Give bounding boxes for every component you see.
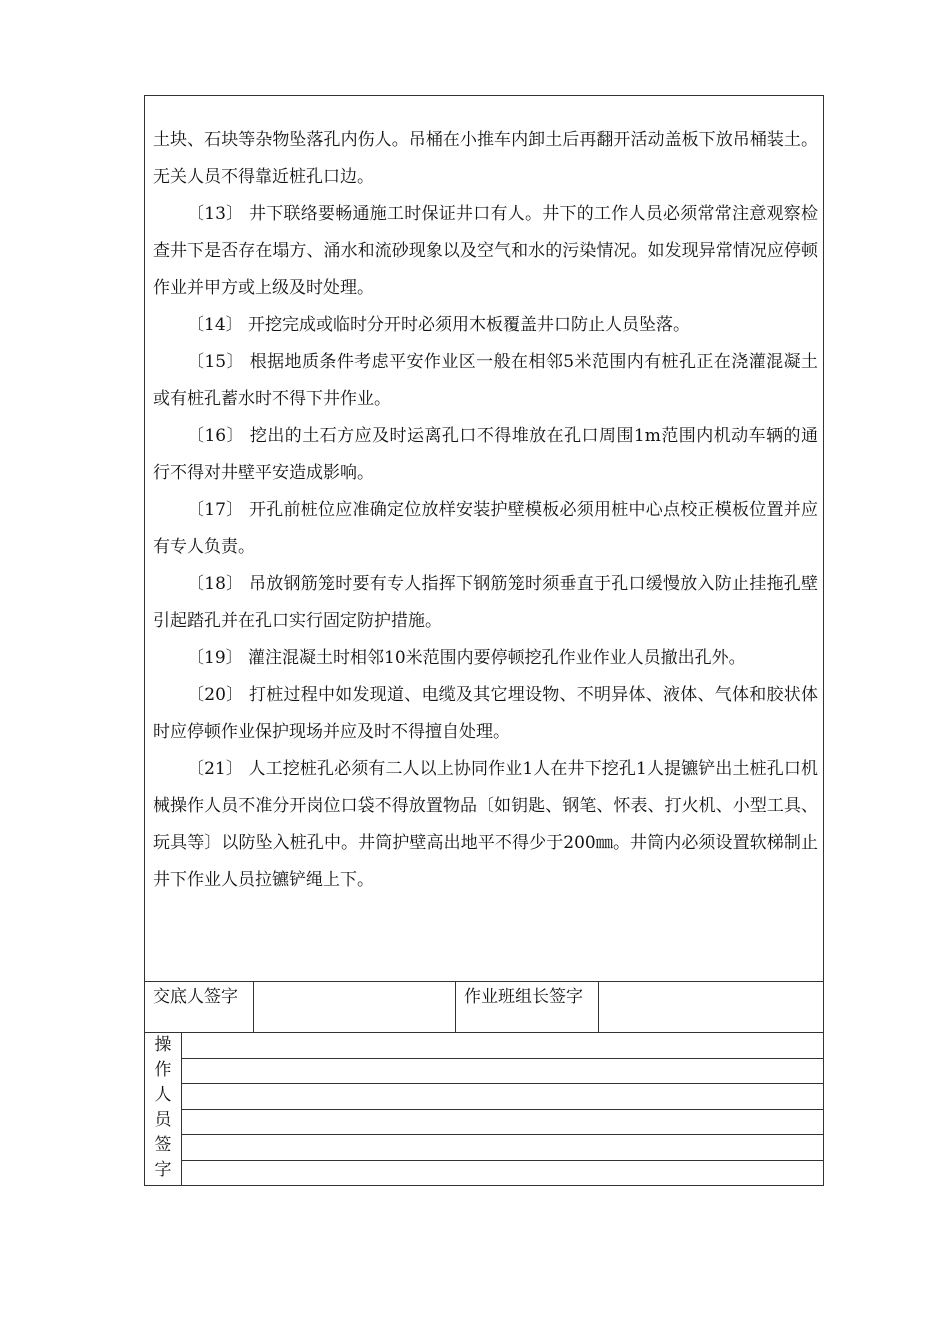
paragraph-14: 〔14〕 开挖完成或临时分开时必须用木板覆盖井口防止人员坠落。 — [187, 315, 691, 335]
operator-label-char: 字 — [154, 1160, 172, 1180]
divider-after-leader-label — [598, 981, 599, 1032]
operator-row-line — [181, 1083, 824, 1084]
operator-row-line — [181, 1058, 824, 1059]
paragraph-16: 〔16〕 挖出的土石方应及时运离孔口不得堆放在孔口周围1m范围内机动车辆的通行不得对井壁平安造成影响。 — [153, 426, 818, 483]
signature-row-divider — [144, 1032, 824, 1033]
paragraph-17: 〔17〕 开孔前桩位应准确定位放样安装护壁模板必须用桩中心点校正模板位置并应有专人负责。 — [153, 500, 818, 557]
operator-label-char: 签 — [154, 1135, 172, 1155]
signature-table-top-line — [144, 981, 824, 982]
team-leader-signature-label: 作业班组长签字 — [464, 987, 583, 1007]
paragraph-20: 〔20〕 打桩过程中如发现道、电缆及其它埋设物、不明异体、液体、气体和胶状体时应停顿作业保护现场并应及时不得擅自处理。 — [153, 685, 818, 742]
paragraph-15: 〔15〕 根据地质条件考虑平安作业区一般在相邻5米范围内有桩孔正在浇灌混凝土或有桩孔蓄水时不得下井作业。 — [153, 352, 818, 409]
divider-before-leader-label — [455, 981, 456, 1032]
safety-text-body — [153, 122, 818, 899]
discloser-signature-label: 交底人签字 — [153, 987, 238, 1007]
operator-label-char: 员 — [154, 1110, 172, 1130]
divider-after-discloser-label — [253, 981, 254, 1032]
operator-signature-label — [152, 1033, 174, 1183]
operator-row-line — [181, 1160, 824, 1161]
operator-label-char: 操 — [154, 1035, 172, 1055]
paragraph-21: 〔21〕 人工挖桩孔必须有二人以上协同作业1人在井下挖孔1人提镳铲出土桩孔口机械操作人员不准分开岗位口袋不得放置物品〔如钥匙、钢笔、怀表、打火机、小型工具、玩具等〕以防坠入桩孔中。井筒护壁高出地平不得少于200㎜。井筒内必须设置软梯制止井下作业人员拉镳铲绳上下。 — [153, 759, 818, 890]
paragraph-13: 〔13〕 井下联络要畅通施工时保证井口有人。井下的工作人员必须常常注意观察检查井下是否存在塌方、涌水和流砂现象以及空气和水的污染情况。如发现异常情况应停顿作业并甲方或上级及时处理。 — [153, 204, 818, 298]
paragraph-19: 〔19〕 灌注混凝土时相邻10米范围内要停顿挖孔作业作业人员撤出孔外。 — [187, 648, 746, 668]
paragraph-continued: 土块、石块等杂物坠落孔内伤人。吊桶在小推车内卸土后再翻开活动盖板下放吊桶装土。无关人员不得靠近桩孔口边。 — [153, 130, 818, 187]
operator-row-line — [181, 1109, 824, 1110]
operator-row-line — [181, 1134, 824, 1135]
operator-label-char: 人 — [154, 1085, 172, 1105]
paragraph-18: 〔18〕 吊放钢筋笼时要有专人指挥下钢筋笼时须垂直于孔口缓慢放入防止挂拖孔壁引起踏孔并在孔口实行固定防护措施。 — [153, 574, 818, 631]
operator-label-char: 作 — [154, 1060, 172, 1080]
